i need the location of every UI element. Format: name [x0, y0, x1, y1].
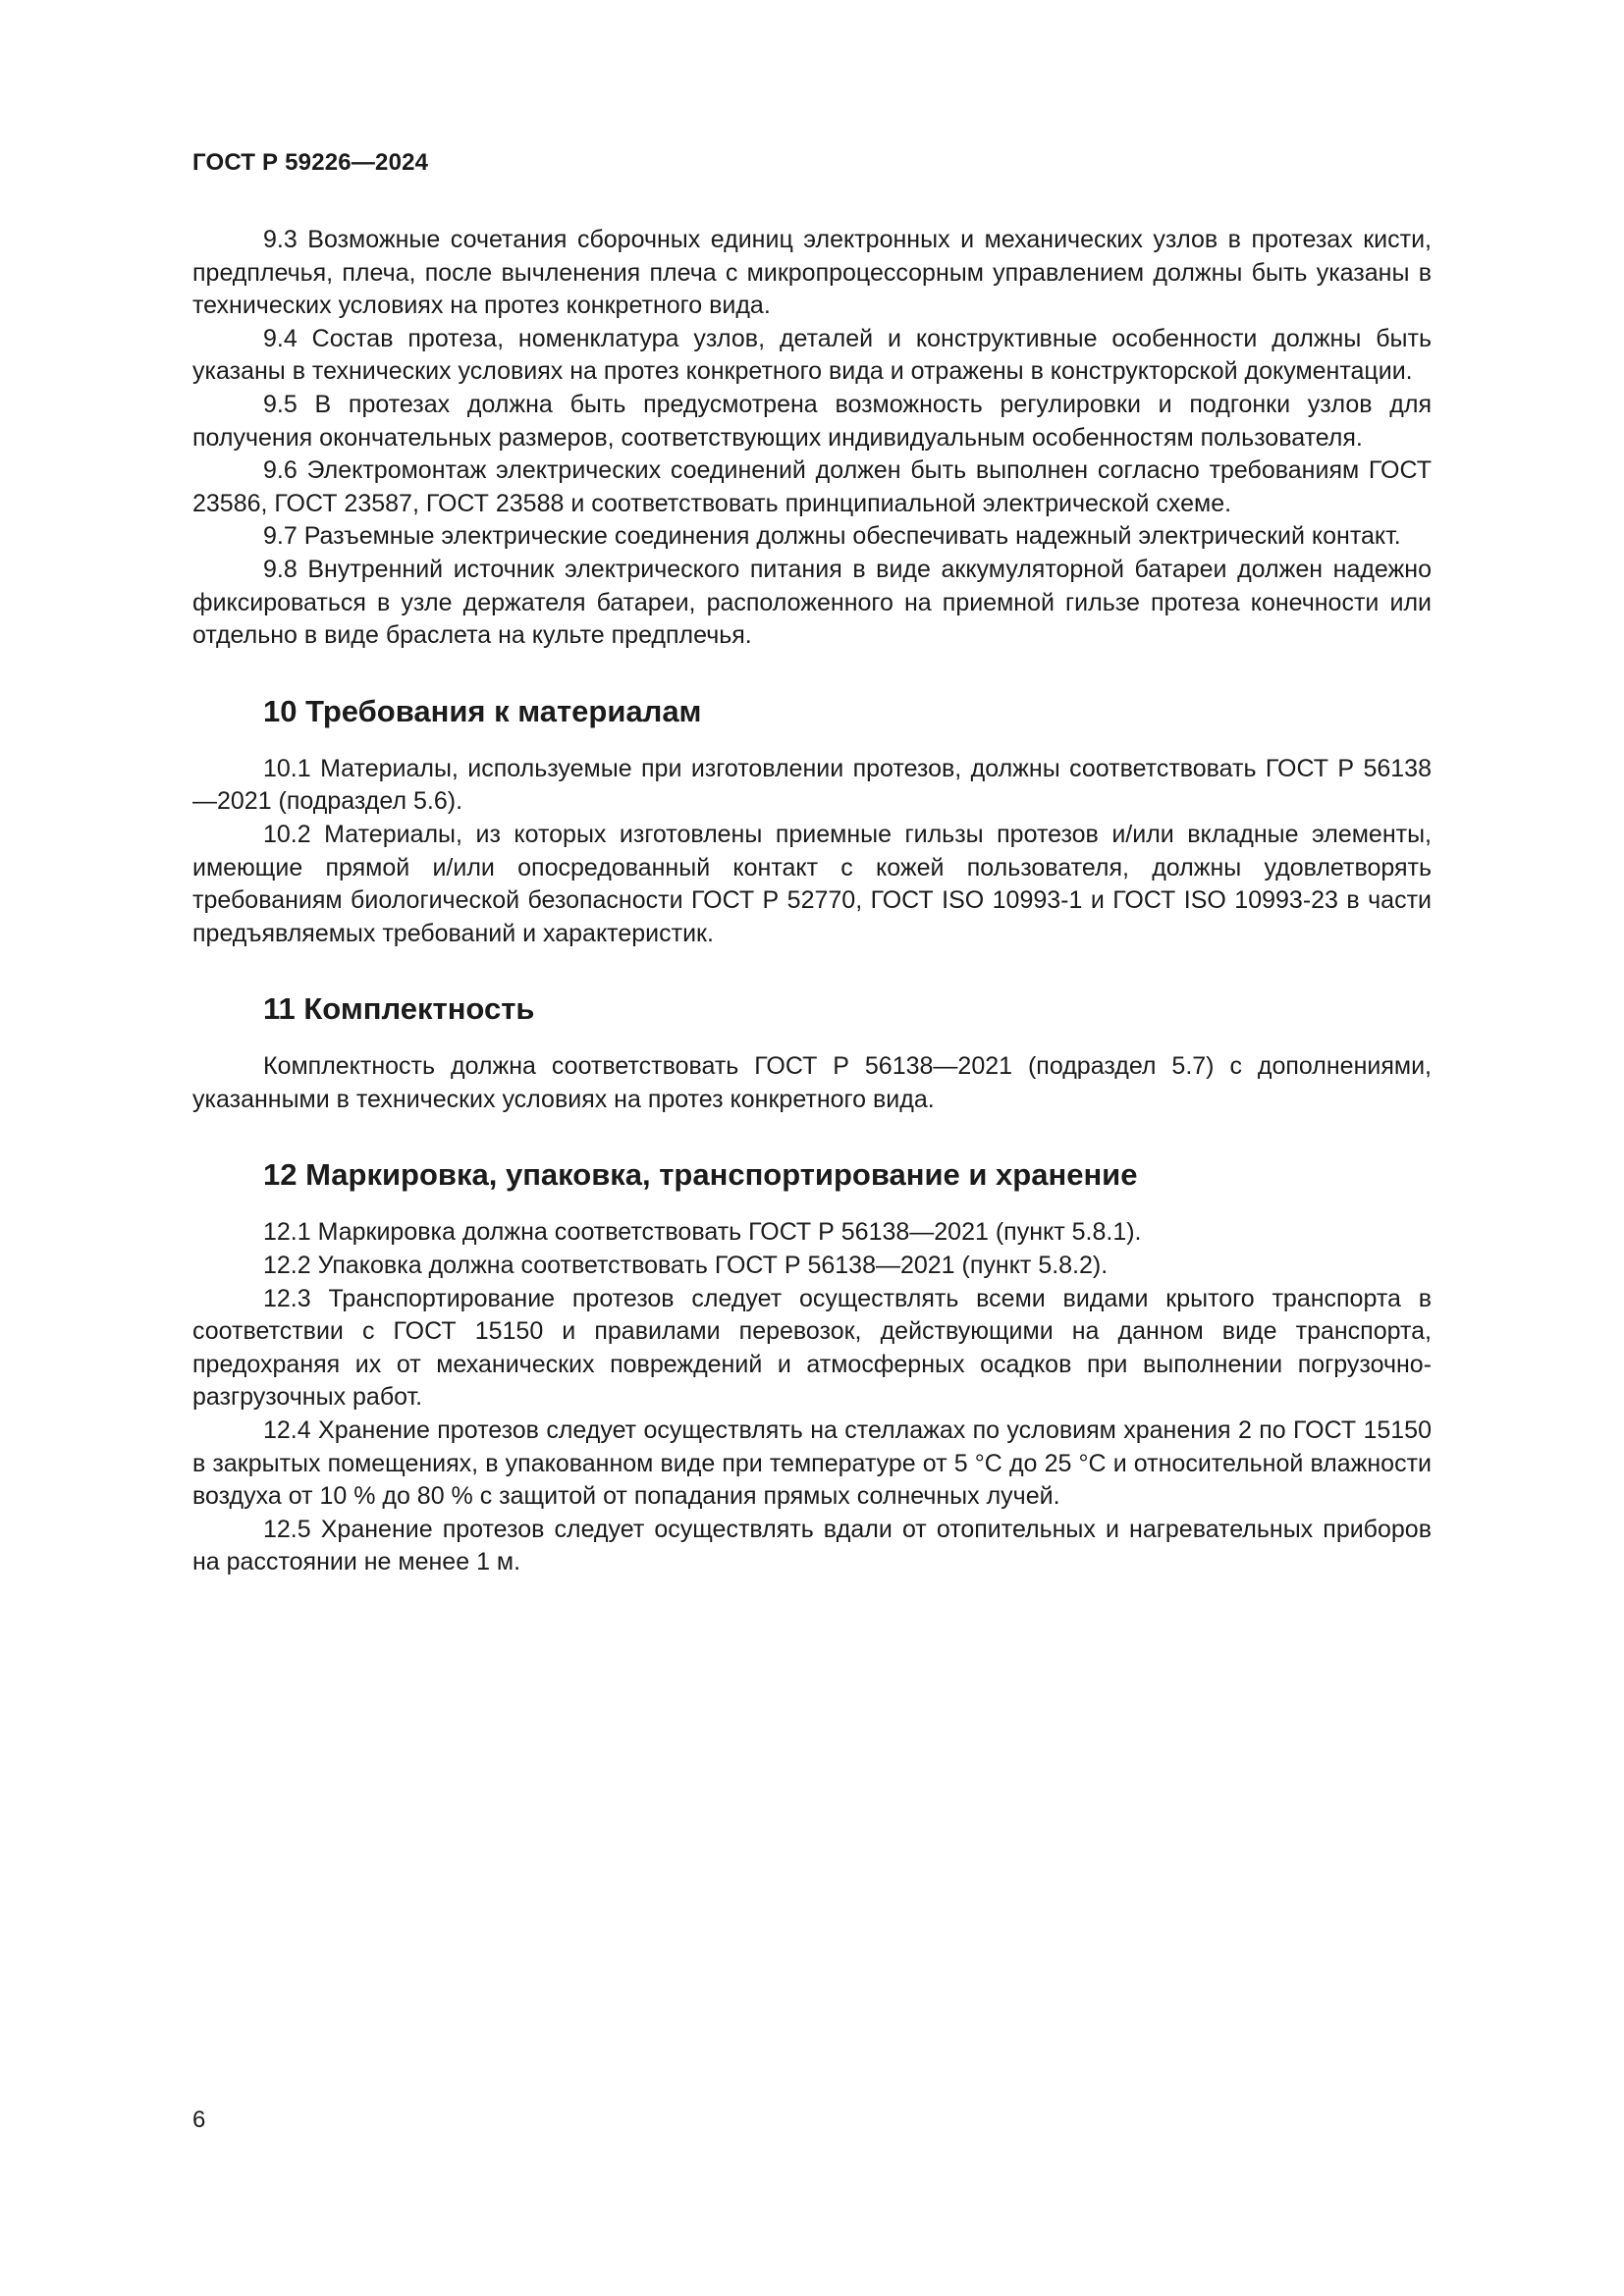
- section-10-title: 10 Требования к материалам: [263, 693, 702, 728]
- section-11-title: 11 Комплектность: [263, 991, 535, 1027]
- paragraph-11: Комплектность должна соответствовать ГОСТ Р 56138—2021 (подраздел 5.7) с дополнениями, указанными в технических условиях на протез конкретного вида.: [192, 1052, 1432, 1113]
- paragraph-9-8: 9.8 Внутренний источник электрического питания в виде аккумуляторной батареи должен надежно фиксироваться в узле держателя батареи, расположенного на приемной гильзе протеза конечности или отдельно в виде браслета на культе предплечья.: [192, 555, 1432, 650]
- paragraph-12-4: 12.4 Хранение протезов следует осуществлять на стеллажах по условиям хранения 2 по ГОСТ 15150 в закрытых помещениях, в упакованном виде при температуре от 5 °С до 25 °С и относительной влажности воздуха от 10 % до 80 % с защитой от попадания прямых солнечных лучей.: [192, 1416, 1432, 1511]
- paragraph-12-3: 12.3 Транспортирование протезов следует осуществлять всеми видами крытого транспорта в соответствии с ГОСТ 15150 и правилами перевозок, действующими на данном виде транспорта, предохраняя их от механических повреждений и атмосферных осадков при выполнении погрузочно-разгрузочных работ.: [192, 1284, 1432, 1412]
- page-number: 6: [192, 2107, 206, 2133]
- paragraph-12-1: 12.1 Маркировка должна соответствовать ГОСТ Р 56138—2021 (пункт 5.8.1).: [263, 1218, 1142, 1247]
- section-12-title: 12 Маркировка, упаковка, транспортирование и хранение: [263, 1157, 1138, 1193]
- paragraph-12-5: 12.5 Хранение протезов следует осуществлять вдали от отопительных и нагревательных приборов на расстоянии не менее 1 м.: [192, 1515, 1432, 1576]
- paragraph-9-5: 9.5 В протезах должна быть предусмотрена возможность регулировки и подгонки узлов для получения окончательных размеров, соответствующих индивидуальным особенностям пользователя.: [192, 390, 1432, 452]
- paragraph-9-4: 9.4 Состав протеза, номенклатура узлов, деталей и конструктивные особенности должны быть указаны в технических условиях на протез конкретного вида и отражены в конструкторской документации.: [192, 324, 1432, 386]
- paragraph-9-7: 9.7 Разъемные электрические соединения должны обеспечивать надежный электрический контакт.: [263, 522, 1401, 551]
- document-code: ГОСТ Р 59226—2024: [192, 149, 429, 176]
- paragraph-12-2: 12.2 Упаковка должна соответствовать ГОСТ Р 56138—2021 (пункт 5.8.2).: [263, 1252, 1109, 1280]
- paragraph-10-1: 10.1 Материалы, используемые при изготовлении протезов, должны соответствовать ГОСТ Р 56138—2021 (подраздел 5.6).: [192, 754, 1432, 816]
- paragraph-10-2: 10.2 Материалы, из которых изготовлены приемные гильзы протезов и/или вкладные элементы, имеющие прямой и/или опосредованный контакт с кожей пользователя, должны удовлетворять требованиям биологической безопасности ГОСТ Р 52770, ГОСТ ISO 10993-1 и ГОСТ ISO 10993-23 в части предъявляемых требований и характеристик.: [192, 820, 1432, 947]
- paragraph-9-6: 9.6 Электромонтаж электрических соединений должен быть выполнен согласно требованиям ГОСТ 23586, ГОСТ 23587, ГОСТ 23588 и соответствовать принципиальной электрической схеме.: [192, 456, 1432, 517]
- paragraph-9-3: 9.3 Возможные сочетания сборочных единиц электронных и механических узлов в протезах кисти, предплечья, плеча, после вычленения плеча с микропроцессорным управлением должны быть указаны в технических условиях на протез конкретного вида.: [192, 226, 1432, 320]
- document-body: [192, 224, 1432, 1579]
